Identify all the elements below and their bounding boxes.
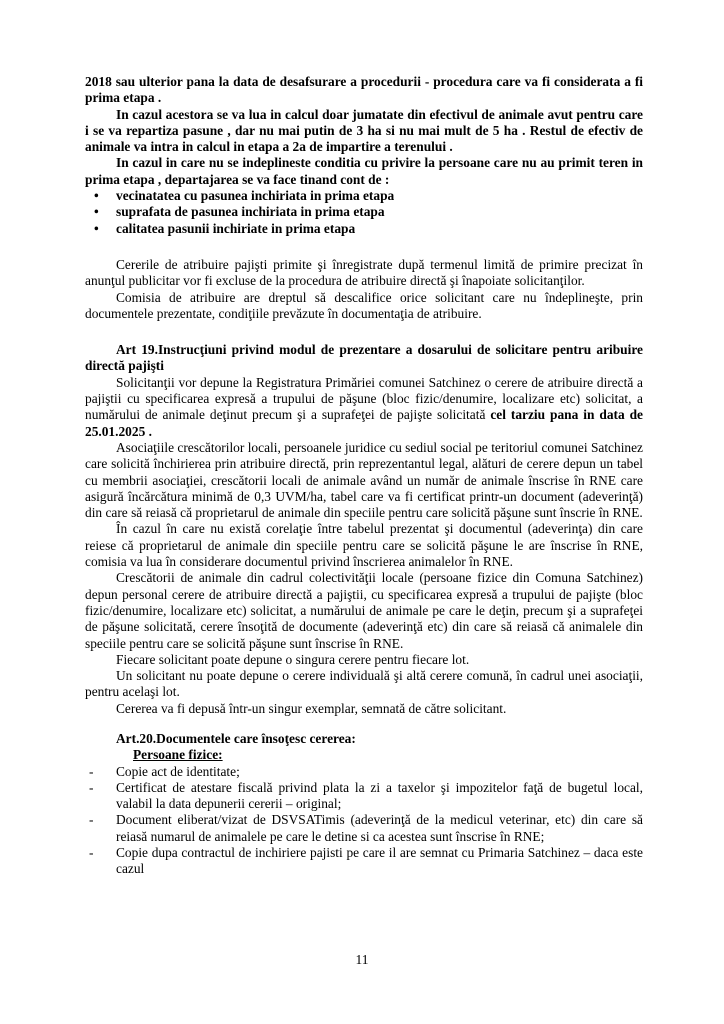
dash-icon: - [89,779,94,795]
paragraph-correlation: În cazul în care nu există corelaţie între tabelul prezentat şi documentul (adeverinţa) din care reiese că proprietarul de animale din speciile pentru care se solicită păşune le are înscrise în RNE, comisia va lua în considerare documentul privind înscrierea animalelor în RNE. [85,521,643,570]
list-item: • vecinatatea cu pasunea inchiriata in prima etapa [94,188,395,204]
dash-icon: - [89,763,94,779]
paragraph-late-requests: Cererile de atribuire pajişti primite şi înregistrate după termenul limită de primire precizat în anunţul publicitar vor fi excluse de la procedura de atribuire directă şi înapoiate solicitanţilor. [85,256,643,289]
article-19-heading: Art 19.Instrucţiuni privind modul de prezentare a dosarului de solicitare pentru aribuire directă pajişti [85,342,643,374]
dash-icon: - [89,812,94,828]
bullet-icon: • [94,204,99,220]
document-page [85,74,643,878]
subheading-individuals: Persoane fizice: [133,747,223,763]
deadline-text: cel tarziu pana in data de 25.01.2025 . [85,407,643,439]
paragraph-half-herd: In cazul acestora se va lua in calcul doar jumatate din efectivul de animale avut pentru care i se va repartiza pasune , dar nu mai putin de 3 ha si nu mai mult de 5 ha . Restul de efectiv de animale va intra in calcul in etapa a 2a de impartire a terenului . [85,106,643,155]
list-item: • suprafata de pasunea inchiriata in prima etapa [94,204,385,220]
paragraph-local-breeders: Crescătorii de animale din cadrul colectivităţii locale (persoane fizice din Comuna Satchinez) depun personal cerere de atribuire directă a pajiştii, cu specificarea expresă a trupului de pajişte (bloc fizic/denumire, localizare etc) solicitat, a numărului de animale pe care le deţin, precum şi a suprafeţei de păşune solicitată, cerere însoţită de documente (adeverinţă etc) din care să reiasă că animalele din speciile pentru care se solicită păşune sunt înscrise în RNE. [85,570,643,651]
bullet-icon: • [94,220,99,236]
paragraph-no-double-request: Un solicitant nu poate depune o cerere individuală şi altă cerere comună, în cadrul unei asociaţii, pentru acelaşi lot. [85,668,643,700]
list-item: - Copie act de identitate; [89,763,240,779]
list-item: - Document eliberat/vizat de DSVSATimis (adeverinţă de la medicul veterinar, etc) din care să reiasă numarul de animalele pe care le detine si ca acestea sunt înscrise în RNE; [89,812,643,844]
paragraph-continuation: 2018 sau ulterior pana la data de desafsurare a procedurii - procedura care va fi considerata a fi prima etapa . [85,74,643,106]
paragraph-commission-rights: Comisia de atribuire are dreptul să descalifice orice solicitant care nu îndeplineşte, prin documentele prezentate, condiţiile prevăzute în documentaţia de atribuire. [85,289,643,321]
dash-icon: - [89,845,94,861]
paragraph-tiebreak-condition: In cazul in care nu se indeplineste conditia cu privire la persoane care nu au primit teren in prima etapa , departajarea se va face tinand cont de : [85,155,643,187]
paragraph-associations: Asociaţiile crescătorilor locali, persoanele juridice cu sediul social pe teritoriul comunei Satchinez care solicită închirierea prin atribuire directă, prin reprezentantul legal, alături de cerere depun un tabel cu membrii asociaţiei, crescătorii locali de animale având un număr de animale înscrise în RNE care asigură încărcătura minimă de 0,3 UVM/ha, tabel care va fi certificat printr-un document (adeverinţă) din care să reiasă că proprietarul de animale din speciile pentru care solicită păşune sunt înscrie în RNE. [85,439,643,521]
bullet-icon: • [94,188,99,204]
required-documents-list [85,764,643,878]
tiebreak-criteria-list [85,188,643,237]
list-item: • calitatea pasunii inchiriate in prima etapa [94,220,356,236]
paragraph-single-copy: Cererea va fi depusă într-un singur exemplar, semnată de către solicitant. [116,700,507,716]
paragraph-one-request: Fiecare solicitant poate depune o singura cerere pentru fiecare lot. [116,651,470,667]
list-item: - Certificat de atestare fiscală privind plata la zi a taxelor şi impozitelor faţă de bugetul local, valabil la data depunerii cererii – original; [89,779,643,812]
article-20-heading: Art.20.Documentele care însoţesc cererea: [116,730,356,746]
list-item: - Copie dupa contractul de inchiriere pajisti pe care il are semnat cu Primaria Satchinez – daca este cazul [89,845,643,877]
page-number: 11 [355,952,369,967]
paragraph-submission: Solicitanţii vor depune la Registratura Primăriei comunei Satchinez o cerere de atribuire directă a pajiştii cu specificarea expresă a trupului de păşune (bloc fizic/denumire, localizare etc) solicitat, a numărului de animale deţinut precum şi a suprafeţei de pajişte solicitată cel tarziu pana in data de 25.01.2025 . [85,374,643,439]
